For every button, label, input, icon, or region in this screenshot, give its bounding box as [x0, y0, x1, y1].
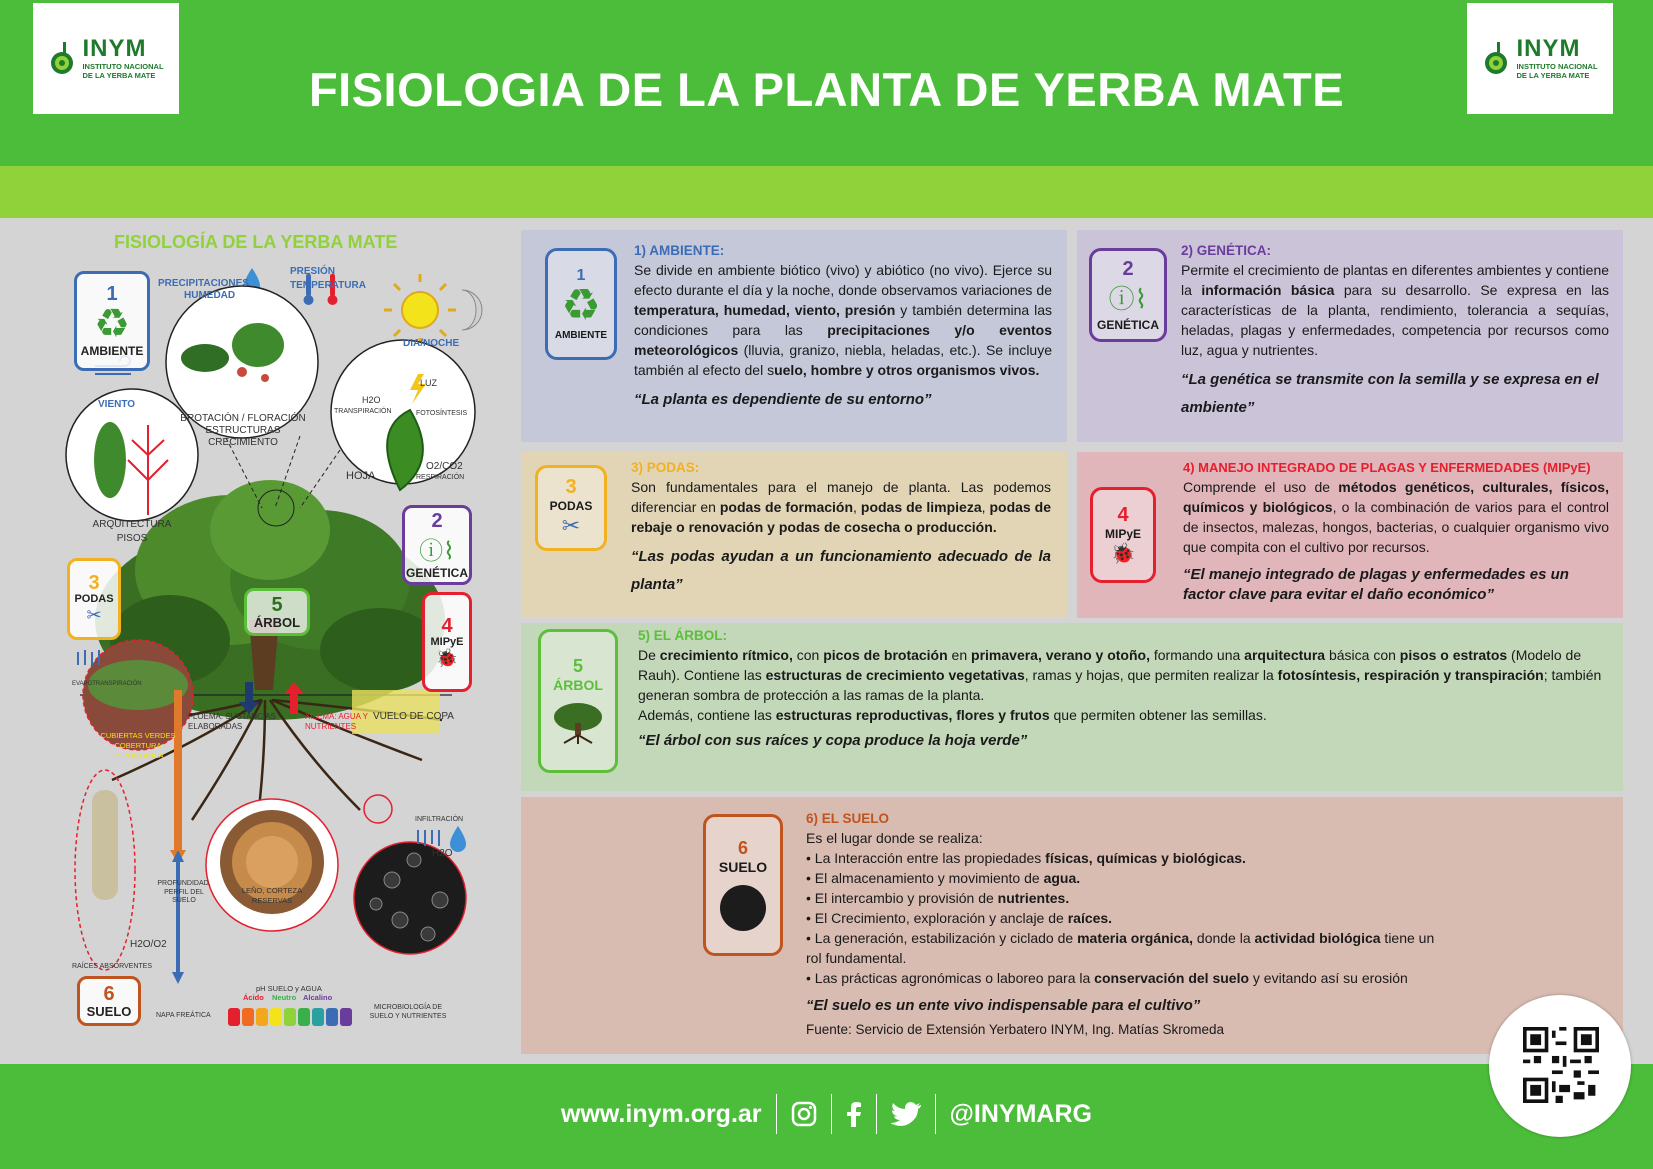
text: (lluvia, granizo, niebla, heladas, etc.). Se incluye también al efecto del s [634, 342, 1052, 378]
text: • La generación, estabilización y ciclado de [806, 930, 1078, 946]
badge-label: PODAS [74, 592, 114, 605]
label-respiracion: RESPIRACIÓN [416, 474, 465, 481]
card-badge-genetica [1089, 248, 1167, 342]
text: • El almacenamiento y movimiento de [806, 870, 1044, 886]
text: podas de formación [719, 499, 854, 515]
badge-label: SUELO [86, 1003, 132, 1019]
text: ; también generan sombra de protección a las ramas de la planta. [638, 667, 1602, 703]
twitter-icon[interactable] [891, 1102, 921, 1126]
label-pisos: PISOS [116, 533, 148, 544]
bug-icon: 🐞 [1110, 542, 1136, 565]
text: actividad biológica [1254, 930, 1381, 946]
text: Además, contiene las [638, 707, 776, 723]
text: uelo, hombre y otros organismos vivos. [774, 362, 1040, 378]
label-neutro: Neutro [272, 993, 297, 1002]
card-badge-podas [535, 465, 607, 551]
label-floema-1: FLOEMA: SUSTANCIAS [188, 712, 276, 721]
text: Se divide en ambiente biótico (vivo) y abiótico (no vivo). Ejerce su efecto durante el día y la noche, donde observamos variaciones de [634, 262, 1052, 298]
label-floema-2: ELABORADAS [188, 722, 243, 731]
text: conservación del suelo [1094, 970, 1250, 986]
divider [935, 1094, 936, 1134]
text: (Modelo de Rauh). Contiene las [638, 647, 1582, 683]
card-ambiente [521, 230, 1067, 442]
card-title: 4) MANEJO INTEGRADO DE PLAGAS Y ENFERMEDADES (MIPyE) [1183, 460, 1591, 475]
card-arbol [521, 623, 1623, 791]
text: tiene un rol fundamental. [806, 930, 1435, 966]
label-vuelo-copa: VUELO DE COPA [373, 711, 454, 722]
logo-abbr: INYM [82, 34, 147, 62]
text: Permite el crecimiento de plantas en diferentes ambientes y contiene la [1181, 262, 1610, 298]
label-brotacion-1: BROTACIÓN / FLORACIÓN [180, 413, 306, 424]
divider [876, 1094, 877, 1134]
text: y también determina las condiciones para las [634, 302, 1052, 338]
recycle-icon: ♻ [561, 280, 601, 330]
dna-icon: ⓘ⌇ [1108, 283, 1148, 314]
text: métodos genéticos, culturales, físicos, químicos y biológicos [1183, 479, 1609, 515]
sun-icon [384, 274, 456, 346]
logo-full-line2: DE LA YERBA MATE [1516, 70, 1590, 80]
card-quote: “La planta es dependiente de su entorno” [634, 391, 932, 408]
text: temperatura, humedad, viento, presión [634, 302, 896, 318]
card-suelo [521, 797, 1623, 1054]
label-infiltracion: INFILTRACIÓN [415, 816, 464, 823]
text: , o la combinación de varios para el control de insectos, malezas, hongos, bacterias, o cualquier organismo vivo que compita con el cultivo por recursos. [1183, 499, 1609, 555]
card-badge-suelo [703, 814, 783, 956]
list-item [806, 868, 1606, 888]
text: estructuras de crecimiento vegetativas [765, 667, 1025, 683]
text: formando una [1149, 647, 1245, 663]
text: en [947, 647, 972, 663]
header-stripe [0, 166, 1653, 218]
card-podas [521, 452, 1067, 618]
badge-number: 1 [106, 283, 118, 305]
badge-number: 6 [103, 982, 115, 1005]
label-micro-2: SUELO Y NUTRIENTES [369, 1013, 447, 1020]
pruning-shears-icon: ✂ [561, 513, 581, 538]
logo-full-line1: INSTITUTO NACIONAL [1516, 61, 1598, 71]
label-temperatura: TEMPERATURA [290, 280, 366, 291]
label-raices: RAÍCES ABSORVENTES [72, 963, 153, 970]
card-body [638, 645, 1613, 705]
badge-number: 4 [441, 614, 453, 637]
card-badge-mipye [1090, 487, 1156, 583]
badge-number: 6 [737, 838, 748, 858]
card-title: 5) EL ÁRBOL: [638, 628, 728, 643]
text: podas de limpieza [860, 499, 982, 515]
label-profundidad-1: PROFUNDIDAD, [157, 880, 211, 887]
card-body [638, 705, 1613, 725]
text: picos de brotación [823, 647, 948, 663]
badge-label: PODAS [549, 499, 593, 513]
label-leno-1: LEÑO, CORTEZA [241, 886, 303, 895]
footer-links [0, 1092, 1653, 1136]
label-cubiertas-2: COBERTURA [114, 741, 162, 750]
social-handle[interactable]: @INYMARG [949, 1099, 1092, 1128]
ill-badge-arbol[interactable] [244, 588, 310, 636]
soil-microbiology-icon [720, 885, 766, 931]
label-brotacion-2: ESTRUCTURAS [205, 425, 281, 436]
text: , [981, 499, 990, 515]
label-transpiracion: TRANSPIRACIÓN [334, 408, 392, 415]
ill-badge-podas[interactable] [67, 558, 121, 640]
text: • El Crecimiento, exploración y anclaje de [806, 910, 1068, 926]
card-badge-arbol [538, 629, 618, 773]
label-h2o-suelo: H2O [432, 848, 453, 859]
label-micro-1: MICROBIOLOGÍA DE [373, 1004, 443, 1011]
card-quote: “El árbol con sus raíces y copa produce la hoja verde” [638, 732, 1028, 749]
card-badge-ambiente [545, 248, 617, 360]
label-profundidad-2: PERFIL DEL SUELO [164, 889, 204, 905]
label-alcalino: Alcalino [303, 993, 333, 1002]
label-h2o-o2: H2O/O2 [130, 939, 167, 950]
card-body [1183, 477, 1609, 557]
list-item [806, 908, 1606, 928]
card-body [631, 477, 1051, 537]
badge-number: 1 [576, 266, 586, 284]
text: Son fundamentales para el manejo de planta. Las podemos diferenciar en [631, 479, 1051, 515]
text: • El intercambio y provisión de [806, 890, 998, 906]
label-evapotranspiracion: EVAPOTRANSPIRACIÓN [72, 681, 142, 687]
label-cubiertas-1: CUBIERTAS VERDES [100, 731, 176, 740]
text: , ramas y hojas, que permiten realizar la [1024, 667, 1278, 683]
text: crecimiento rítmico, [659, 647, 793, 663]
pruning-shears-icon: ✂ [86, 604, 102, 625]
card-quote: “Las podas ayudan a un funcionamiento adecuado de la planta” [631, 548, 1051, 593]
card-body [634, 260, 1052, 380]
badge-number: 4 [1117, 503, 1129, 526]
text: • Las prácticas agronómicas o laboreo para la [806, 970, 1095, 986]
badge-label: AMBIENTE [554, 329, 608, 341]
label-viento: VIENTO [98, 399, 136, 410]
label-cubiertas-3: ESPONTÁNEA [112, 751, 164, 760]
list-item [806, 888, 1606, 908]
ph-scale [228, 1008, 352, 1026]
badge-number: 3 [88, 571, 100, 594]
illustration-title: FISIOLOGÍA DE LA YERBA MATE [114, 232, 398, 252]
text: que permiten obtener las semillas. [1049, 707, 1267, 723]
label-xilema-1: XILEMA: AGUA Y [305, 712, 368, 721]
text: básica con [1325, 647, 1400, 663]
card-intro: Es el lugar donde se realiza: [806, 830, 983, 846]
divider [776, 1094, 777, 1134]
card-title: 1) AMBIENTE: [634, 243, 725, 258]
card-title: 2) GENÉTICA: [1181, 243, 1272, 258]
tree-icon [552, 701, 604, 745]
logo-full-line2: DE LA YERBA MATE [82, 70, 156, 80]
text: información básica [1201, 282, 1335, 298]
instagram-icon[interactable] [791, 1101, 817, 1127]
text: pisos o estratos [1399, 647, 1508, 663]
list-item [806, 848, 1606, 868]
text: físicas, químicas y biológicas. [1045, 850, 1246, 866]
badge-number: 2 [1122, 257, 1134, 280]
label-presion: PRESIÓN [290, 266, 336, 277]
recycle-icon: ♻ [94, 302, 130, 346]
qr-code-icon[interactable] [1523, 1027, 1599, 1103]
label-xilema-2: NUTRIENTES [305, 722, 357, 731]
text: nutrientes. [997, 890, 1070, 906]
label-ph: pH SUELO y AGUA [256, 984, 322, 993]
source-credit: Fuente: Servicio de Extensión Yerbatero INYM, Ing. Matías Skromeda [806, 1022, 1224, 1037]
badge-label: SUELO [718, 859, 768, 875]
badge-label: MIPyE [430, 635, 464, 648]
text: estructuras reproductivas, flores y frutos [775, 707, 1050, 723]
label-o2co2: O2/CO2 [426, 461, 463, 472]
text: podas de rebaje o renovación y podas de cosecha o producción. [631, 499, 1052, 535]
badge-label: ÁRBOL [553, 677, 603, 693]
label-napa: NAPA FREÁTICA [156, 1012, 211, 1019]
text: De [638, 647, 660, 663]
badge-label: MIPyE [1104, 526, 1141, 541]
list-item [806, 968, 1606, 988]
card-quote: “El suelo es un ente vivo indispensable para el cultivo” [806, 997, 1201, 1014]
label-precipitaciones: PRECIPITACIONES [158, 278, 249, 289]
inym-logo-right[interactable] [1467, 3, 1613, 114]
ill-badge-suelo[interactable] [77, 976, 141, 1026]
ill-badge-ambiente[interactable] [74, 271, 150, 371]
text: materia orgánica, [1077, 930, 1194, 946]
text: precipitaciones y/o eventos meteorológicos [634, 322, 1052, 358]
moon-icon [462, 290, 482, 330]
text: raíces. [1067, 910, 1113, 926]
label-brotacion-3: CRECIMIENTO [208, 437, 278, 448]
card-title: 6) EL SUELO [806, 811, 890, 826]
badge-number: 3 [565, 476, 577, 498]
mate-gourd-icon [48, 42, 76, 76]
card-title: 3) PODAS: [631, 460, 700, 475]
dna-icon: ⓘ⌇ [419, 537, 455, 565]
label-hoja: HOJA [346, 470, 376, 482]
label-fotosintesis: FOTOSÍNTESIS [416, 410, 468, 417]
logo-full-line1: INSTITUTO NACIONAL [82, 61, 164, 71]
ill-badge-mipye[interactable] [422, 592, 472, 692]
card-body [1181, 260, 1609, 360]
logo-abbr: INYM [1516, 34, 1581, 62]
text: donde la [1193, 930, 1255, 946]
divider [831, 1094, 832, 1134]
text: • La Interacción entre las propiedades [806, 850, 1046, 866]
card-mipye [1077, 452, 1623, 618]
label-leno-2: RESERVAS [251, 896, 293, 905]
label-dianoche: DIA/NOCHE [403, 338, 460, 349]
mate-gourd-icon [1482, 42, 1510, 76]
label-luz: LUZ [420, 378, 438, 388]
text: fotosíntesis, respiración y transpiración [1277, 667, 1544, 683]
badge-number: 2 [431, 509, 443, 532]
label-humedad: HUMEDAD [184, 290, 236, 301]
facebook-icon[interactable] [846, 1101, 862, 1127]
text: arquitectura [1244, 647, 1326, 663]
text: , [853, 499, 861, 515]
badge-label: ÁRBOL [253, 614, 301, 630]
page-title: FISIOLOGIA DE LA PLANTA DE YERBA MATE [308, 63, 1345, 116]
text: con [792, 647, 824, 663]
badge-label: GENÉTICA [1096, 317, 1159, 332]
inym-logo-left[interactable] [33, 3, 179, 114]
badge-number: 5 [572, 656, 583, 676]
card-quote: “El manejo integrado de plagas y enfermedades es un factor clave para evitar el daño económico” [1183, 566, 1569, 603]
badge-number: 5 [271, 593, 283, 616]
list-item [806, 928, 1446, 968]
label-h2o: H2O [362, 395, 381, 405]
text: y evitando así su erosión [1249, 970, 1408, 986]
text: para su desarrollo. Se expresa en las características de la planta, rendimiento, tolerancia a sequías, heladas, plagas y enfermedades, competencia por recursos como luz, agua y nutrientes. [1181, 282, 1609, 358]
bug-icon: 🐞 [435, 647, 459, 668]
badge-label: GENÉTICA [405, 565, 468, 580]
text: agua. [1043, 870, 1081, 886]
ill-badge-genetica[interactable] [402, 505, 472, 585]
website-link[interactable]: www.inym.org.ar [561, 1099, 762, 1128]
text: Comprende el uso de [1183, 479, 1339, 495]
label-arquitectura: ARQUITECTURA [92, 519, 172, 530]
text: primavera, verano y otoño, [971, 647, 1150, 663]
label-acido: Ácido [243, 993, 264, 1002]
card-genetica [1077, 230, 1623, 442]
card-quote: “La genética se transmite con la semilla y se expresa en el ambiente” [1181, 371, 1599, 416]
badge-label: AMBIENTE [80, 344, 144, 358]
